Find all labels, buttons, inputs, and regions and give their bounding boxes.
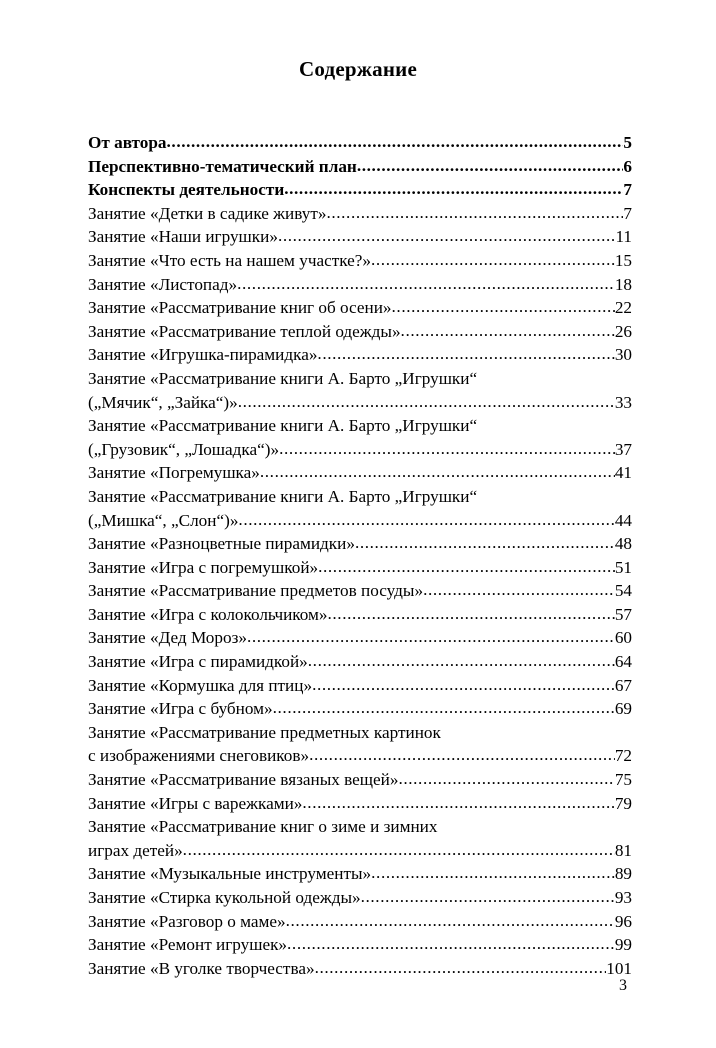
toc-entry-line-final — [88, 933, 632, 957]
toc-entry-label: Занятие «Рассматривание предметов посуды» — [88, 581, 424, 601]
toc-entry-label: Занятие «Игра с пирамидкой» — [88, 652, 308, 672]
toc-entry-line-final — [88, 532, 632, 556]
dot-leader — [328, 602, 615, 626]
toc-entry-page-number: 51 — [614, 557, 632, 577]
dot-leader — [371, 248, 615, 272]
toc-entry[interactable] — [88, 815, 632, 862]
dot-leader — [312, 673, 615, 697]
toc-entry-page-number: 64 — [614, 652, 632, 672]
toc-entry-line-final — [88, 249, 632, 273]
toc-entry-page-number: 96 — [614, 911, 632, 931]
toc-entry-label: Занятие «Игры с варежками» — [88, 793, 303, 813]
toc-entry[interactable] — [88, 933, 632, 957]
toc-entry-label: Занятие «Разноцветные пирамидки» — [88, 534, 355, 554]
toc-entry-page-number: 11 — [615, 227, 632, 247]
toc-entry-label: Занятие «Рассматривание предметных картинок — [88, 722, 441, 742]
toc-entry-line-final — [88, 202, 632, 226]
toc-entry[interactable] — [88, 768, 632, 792]
toc-entry-label: Занятие «Рассматривание книги А. Барто „Игрушки“ — [88, 368, 478, 388]
toc-entry-page-number: 89 — [614, 864, 632, 884]
toc-entry-line-final — [88, 674, 632, 698]
toc-entry[interactable] — [88, 367, 632, 414]
toc-entry-label: Занятие «Дед Мороз» — [88, 628, 247, 648]
toc-entry[interactable] — [88, 249, 632, 273]
toc-entry-line-final — [88, 579, 632, 603]
toc-entry-label: Занятие «Рассматривание книг о зиме и зимних — [88, 817, 438, 837]
toc-entry-page-number: 54 — [614, 581, 632, 601]
toc-entry-line-final — [88, 626, 632, 650]
toc-entry-line-wrap — [88, 367, 632, 391]
toc-entry-line-final — [88, 603, 632, 627]
toc-entry-label: Занятие «Рассматривание книги А. Барто „Игрушки“ — [88, 486, 478, 506]
dot-leader — [287, 932, 615, 956]
toc-entry-line-final — [88, 650, 632, 674]
toc-entry-line-final — [88, 886, 632, 910]
dot-leader — [273, 696, 615, 720]
toc-entry[interactable] — [88, 178, 632, 202]
toc-entry-label: Занятие «Ремонт игрушек» — [88, 935, 288, 955]
toc-entry-label: Занятие «Погремушка» — [88, 463, 260, 483]
toc-entry-page-number: 81 — [614, 840, 632, 860]
toc-entry-page-number: 72 — [614, 746, 632, 766]
dot-leader — [315, 956, 607, 980]
toc-entry-label: Занятие «Игра с погремушкой» — [88, 557, 319, 577]
dot-leader — [392, 295, 615, 319]
toc-entry-page-number: 48 — [614, 534, 632, 554]
toc-entry[interactable] — [88, 626, 632, 650]
toc-entry-label: Занятие «Разговор о маме» — [88, 911, 286, 931]
toc-entry-page-number: 7 — [623, 203, 632, 223]
toc-entry[interactable] — [88, 532, 632, 556]
toc-entry[interactable] — [88, 131, 632, 155]
toc-entry[interactable] — [88, 155, 632, 179]
toc-entry-page-number: 15 — [614, 250, 632, 270]
dot-leader — [423, 578, 615, 602]
toc-entry-line-final — [88, 768, 632, 792]
toc-entry[interactable] — [88, 343, 632, 367]
toc-entry-line-final — [88, 862, 632, 886]
toc-entry-label: Занятие «Наши игрушки» — [88, 227, 278, 247]
toc-entry-line-final — [88, 131, 632, 155]
toc-entry-line-final — [88, 438, 632, 462]
toc-entry-label: Занятие «Музыкальные инструменты» — [88, 864, 372, 884]
toc-entry[interactable] — [88, 414, 632, 461]
toc-entry-line-final — [88, 320, 632, 344]
toc-entry-label: Занятие «Листопад» — [88, 274, 238, 294]
dot-leader — [284, 177, 623, 201]
toc-entry-label: („Мячик“, „Зайка“)» — [88, 392, 238, 412]
toc-entry-label: Занятие «Рассматривание вязаных вещей» — [88, 770, 399, 790]
toc-entry-line-wrap — [88, 815, 632, 839]
toc-entry[interactable] — [88, 650, 632, 674]
toc-entry-line-wrap — [88, 721, 632, 745]
toc-entry[interactable] — [88, 579, 632, 603]
toc-entry-line-final — [88, 839, 632, 863]
dot-leader — [361, 885, 615, 909]
toc-entry-line-final — [88, 556, 632, 580]
toc-entry-line-final — [88, 744, 632, 768]
dot-leader — [317, 342, 614, 366]
toc-entry-label: с изображениями снеговиков» — [88, 746, 310, 766]
toc-entry-label: Занятие «Рассматривание книг об осени» — [88, 298, 392, 318]
toc-entry-line-final — [88, 155, 632, 179]
toc-entry-line-final — [88, 225, 632, 249]
toc-entry-label: Занятие «В уголке творчества» — [88, 958, 315, 978]
dot-leader — [238, 390, 615, 414]
toc-entry-line-final — [88, 343, 632, 367]
dot-leader — [286, 909, 615, 933]
dot-leader — [401, 319, 615, 343]
toc-entry-label: Занятие «Игрушка-пирамидка» — [88, 345, 318, 365]
dot-leader — [278, 224, 616, 248]
toc-entry[interactable] — [88, 225, 632, 249]
dot-leader — [371, 861, 615, 885]
dot-leader — [247, 625, 615, 649]
toc-entry[interactable] — [88, 485, 632, 532]
toc-entry-page-number: 60 — [614, 628, 632, 648]
toc-entry-label: Занятие «Детки в садике живут» — [88, 203, 327, 223]
dot-leader — [260, 460, 615, 484]
page-number: 3 — [619, 977, 627, 994]
toc-entry-page-number: 93 — [614, 888, 632, 907]
toc-entry-label: играх детей» — [88, 840, 183, 860]
toc-entry[interactable] — [88, 792, 632, 816]
table-of-contents-list — [88, 131, 632, 980]
dot-leader — [183, 838, 615, 862]
dot-leader — [302, 791, 614, 815]
dot-leader — [279, 437, 615, 461]
toc-entry-label: („Мишка“, „Слон“)» — [88, 510, 239, 530]
toc-entry[interactable] — [88, 202, 632, 226]
dot-leader — [309, 743, 615, 767]
toc-entry-page-number: 5 — [623, 133, 632, 152]
toc-entry-line-final — [88, 697, 632, 721]
toc-entry[interactable] — [88, 296, 632, 320]
toc-entry[interactable] — [88, 674, 632, 698]
toc-entry[interactable] — [88, 910, 632, 934]
dot-leader — [326, 201, 623, 225]
dot-leader — [398, 767, 614, 791]
toc-entry[interactable] — [88, 320, 632, 344]
toc-entry-label: Конспекты деятельности — [88, 180, 285, 200]
toc-entry-label: От автора — [88, 133, 167, 152]
toc-entry-label: Занятие «Игра с колокольчиком» — [88, 604, 328, 624]
dot-leader — [237, 272, 615, 296]
toc-entry-page-number: 44 — [614, 510, 632, 530]
toc-entry[interactable] — [88, 273, 632, 297]
toc-entry-label: Занятие «Игра с бубном» — [88, 699, 273, 719]
toc-entry-page-number: 57 — [614, 604, 632, 624]
toc-entry-page-number: 33 — [614, 392, 632, 412]
toc-entry[interactable] — [88, 461, 632, 485]
toc-entry-page-number: 7 — [623, 180, 632, 200]
toc-entry[interactable] — [88, 697, 632, 721]
toc-entry-page-number: 30 — [614, 345, 632, 365]
toc-entry-line-final — [88, 178, 632, 202]
toc-entry-label: Занятие «Кормушка для птиц» — [88, 675, 313, 695]
dot-leader — [318, 555, 615, 579]
toc-entry[interactable] — [88, 862, 632, 886]
toc-entry-line-final — [88, 273, 632, 297]
toc-entry-label: Занятие «Стирка кукольной одежды» — [88, 888, 361, 907]
toc-entry-line-wrap — [88, 485, 632, 509]
toc-entry-page-number: 69 — [614, 699, 632, 719]
toc-entry-page-number: 79 — [614, 793, 632, 813]
toc-entry-page-number: 41 — [614, 463, 632, 483]
toc-entry-page-number: 18 — [614, 274, 632, 294]
dot-leader — [167, 130, 624, 154]
toc-entry-label: („Грузовик“, „Лошадка“)» — [88, 439, 280, 459]
dot-leader — [355, 531, 615, 555]
toc-entry[interactable] — [88, 886, 632, 910]
toc-entry-line-final — [88, 296, 632, 320]
toc-entry-page-number: 22 — [614, 298, 632, 318]
toc-entry-page-number: 26 — [614, 321, 632, 341]
toc-entry[interactable] — [88, 556, 632, 580]
toc-entry[interactable] — [88, 603, 632, 627]
toc-entry-label: Занятие «Рассматривание книги А. Барто „Игрушки“ — [88, 416, 478, 436]
toc-entry-line-final — [88, 792, 632, 816]
toc-entry-page-number: 99 — [614, 935, 632, 955]
toc-entry[interactable] — [88, 721, 632, 768]
toc-entry-line-final — [88, 509, 632, 533]
toc-entry-line-wrap — [88, 414, 632, 438]
toc-entry-page-number: 101 — [606, 958, 632, 978]
toc-entry-label: Перспективно-тематический план — [88, 156, 357, 176]
toc-entry-label: Занятие «Что есть на нашем участке?» — [88, 250, 372, 270]
dot-leader — [357, 154, 624, 178]
page-title: Содержание — [299, 57, 417, 81]
toc-entry-page-number: 67 — [614, 675, 632, 695]
toc-entry-label: Занятие «Рассматривание теплой одежды» — [88, 321, 401, 341]
toc-entry-line-final — [88, 391, 632, 415]
toc-entry-page-number: 75 — [614, 770, 632, 790]
toc-entry-page-number: 6 — [623, 156, 632, 176]
toc-entry-page-number: 37 — [614, 439, 632, 459]
dot-leader — [238, 508, 614, 532]
dot-leader — [308, 649, 615, 673]
toc-entry-line-final — [88, 910, 632, 934]
toc-entry-line-final — [88, 461, 632, 485]
